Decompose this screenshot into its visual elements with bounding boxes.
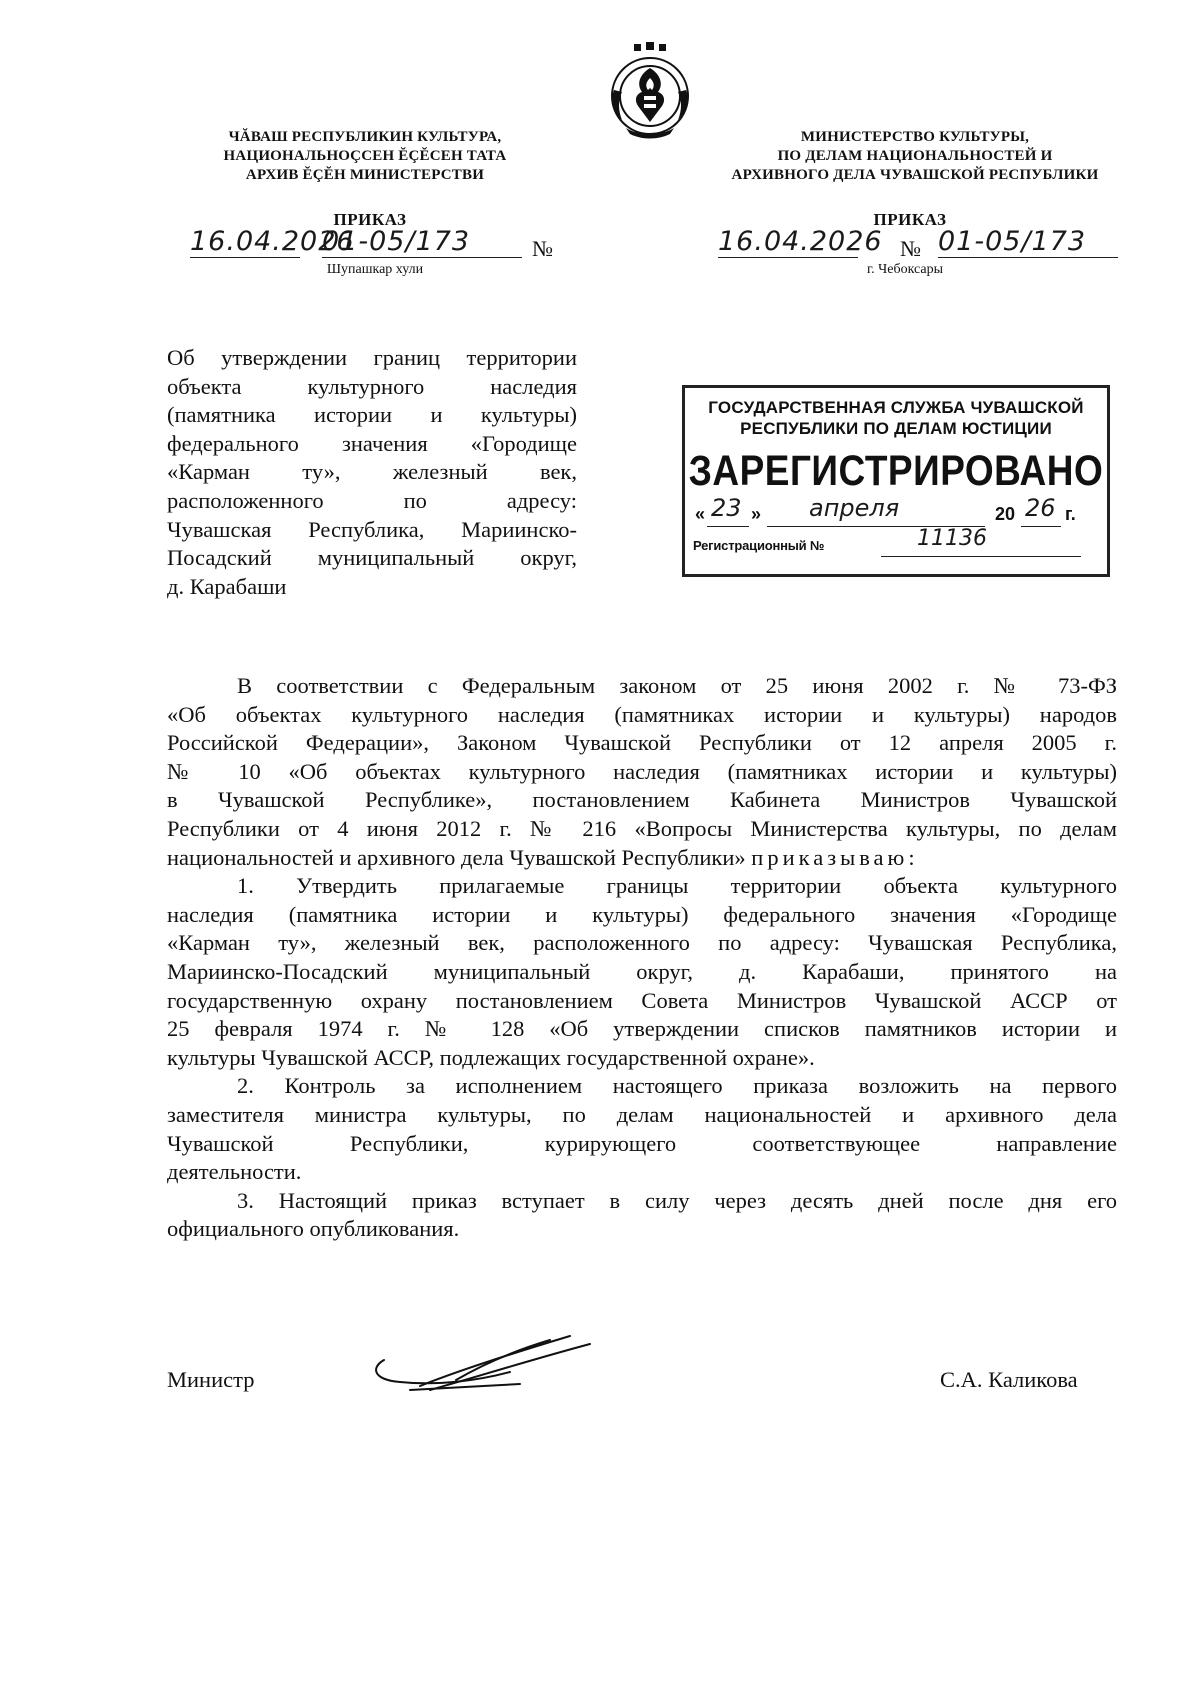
stamp-day-line xyxy=(707,526,749,527)
order-place-left: Шупашкар хули xyxy=(326,262,424,277)
order-label-right: ПРИКАЗ xyxy=(873,210,947,229)
body-line: 3. Настоящий приказ вступает в силу через десять дней после дня его xyxy=(237,1187,1117,1213)
body-line: наследия (памятника истории и культуры) федерального значения «Городище xyxy=(167,901,1117,927)
number-sign-right: № xyxy=(900,236,921,261)
title-line: (памятника истории и культуры) xyxy=(167,402,577,428)
title-line: Посадский муниципальный округ, xyxy=(167,545,577,571)
handwritten-signature xyxy=(360,1330,630,1410)
stamp-year-suffix: 26 xyxy=(1025,494,1056,522)
order-date-right: 16.04.2026 xyxy=(718,226,883,257)
order-place-right: г. Чебоксары xyxy=(866,262,944,277)
order-number-right: 01-05/173 xyxy=(938,226,1118,258)
title-line: д. Карабаши xyxy=(167,573,287,599)
body-line: «Об объектах культурного наследия (памятниках истории и культуры) народов xyxy=(167,701,1117,727)
stamp-day: 23 xyxy=(711,494,742,522)
title-line: Чувашская Республика, Мариинско- xyxy=(167,516,577,542)
stamp-authority xyxy=(693,397,1099,439)
header-right-line: МИНИСТЕРСТВО КУЛЬТУРЫ, xyxy=(800,129,1030,145)
stamp-year-unit: г. xyxy=(1065,504,1076,524)
chuvashia-emblem-icon xyxy=(600,38,700,143)
body-line: № 10 «Об объектах культурного наследия (памятниках истории и культуры) xyxy=(167,758,1117,784)
stamp-reg-label: Регистрационный № xyxy=(693,538,825,553)
body-line: В соответствии с Федеральным законом от 25 июня 2002 г. № 73-ФЗ xyxy=(237,673,1117,698)
signer-position: Министр xyxy=(167,1367,255,1392)
body-line: заместителя министра культуры, по делам национальностей и архивного дела xyxy=(167,1101,1117,1127)
body-line: в Чувашской Республике», постановлением Кабинета Министров Чувашской xyxy=(167,787,1117,813)
body-line: 1. Утвердить прилагаемые границы территории объекта культурного xyxy=(237,873,1117,899)
body-line: деятельности. xyxy=(167,1159,302,1185)
stamp-year-line xyxy=(1021,526,1061,527)
stamp-reg-number: 11136 xyxy=(917,526,987,551)
header-left-line: ЧĂВАШ РЕСПУБЛИКИН КУЛЬТУРА, xyxy=(228,129,502,145)
body-line: Чувашской Республики, курирующего соответствующее направление xyxy=(167,1130,1117,1156)
title-line: объекта культурного наследия xyxy=(167,373,577,399)
header-left-line: АРХИВ ĔÇĔН МИНИСТЕРСТВИ xyxy=(245,167,485,183)
order-number-left: 01-05/173 xyxy=(322,226,522,258)
stamp-quote-open: « xyxy=(695,504,706,524)
number-sign-left: № xyxy=(532,236,553,261)
stamp-quote-close: » xyxy=(751,504,762,524)
header-left-org xyxy=(180,128,550,185)
body-line: Республики от 4 июня 2012 г. № 216 «Вопросы Министерства культуры, по делам xyxy=(167,815,1117,841)
body-line: 25 февраля 1974 г. № 128 «Об утверждении списков памятников истории и xyxy=(167,1016,1117,1042)
body-line: 2. Контроль за исполнением настоящего приказа возложить на первого xyxy=(237,1073,1117,1099)
signer-name: С.А. Каликова xyxy=(940,1367,1078,1392)
title-line: расположенного по адресу: xyxy=(167,487,577,513)
title-line: «Карман ту», железный век, xyxy=(167,459,577,485)
stamp-year-prefix: 20 xyxy=(995,504,1016,524)
header-right-line: ПО ДЕЛАМ НАЦИОНАЛЬНОСТЕЙ И xyxy=(777,148,1053,164)
order-label-left: ПРИКАЗ xyxy=(333,210,407,229)
body-line: государственную охрану постановлением Совета Министров Чувашской АССР от xyxy=(167,987,1117,1013)
stamp-month: апреля xyxy=(809,494,900,522)
header-right-line: АРХИВНОГО ДЕЛА ЧУВАШСКОЙ РЕСПУБЛИКИ xyxy=(731,167,1099,183)
order-word: приказываю: xyxy=(751,844,919,870)
header-left-line: НАЦИОНАЛЬНОÇСЕН ĔÇĔСЕН ТАТА xyxy=(223,148,507,164)
registration-stamp xyxy=(682,385,1110,577)
body-line: Мариинско-Посадский муниципальный округ, д. Карабаши, принятого на xyxy=(167,958,1117,984)
title-line: Об утверждении границ территории xyxy=(167,345,577,370)
body-line: культуры Чувашской АССР, подлежащих государственной охране». xyxy=(167,1044,815,1070)
order-title xyxy=(167,344,577,601)
title-line: федерального значения «Городище xyxy=(167,430,577,456)
body-line: официального опубликования. xyxy=(167,1216,460,1242)
stamp-reg-line xyxy=(881,556,1081,557)
body-line xyxy=(167,844,1117,873)
stamp-status: ЗАРЕГИСТРИРОВАНО xyxy=(688,446,1104,494)
stamp-authority-line: РЕСПУБЛИКИ ПО ДЕЛАМ ЮСТИЦИИ xyxy=(740,419,1052,438)
body-line-text: национальностей и архивного дела Чувашской Республики» xyxy=(167,844,746,870)
header-right-org xyxy=(690,128,1140,185)
body-line: «Карман ту», железный век, расположенного по адресу: Чувашская Республика, xyxy=(167,930,1117,956)
order-body xyxy=(167,672,1117,1244)
body-line: Российской Федерации», Законом Чувашской Республики от 12 апреля 2005 г. xyxy=(167,730,1117,756)
stamp-authority-line: ГОСУДАРСТВЕННАЯ СЛУЖБА ЧУВАШСКОЙ xyxy=(708,398,1084,417)
order-date-left: 16.04.2026 xyxy=(190,226,355,257)
